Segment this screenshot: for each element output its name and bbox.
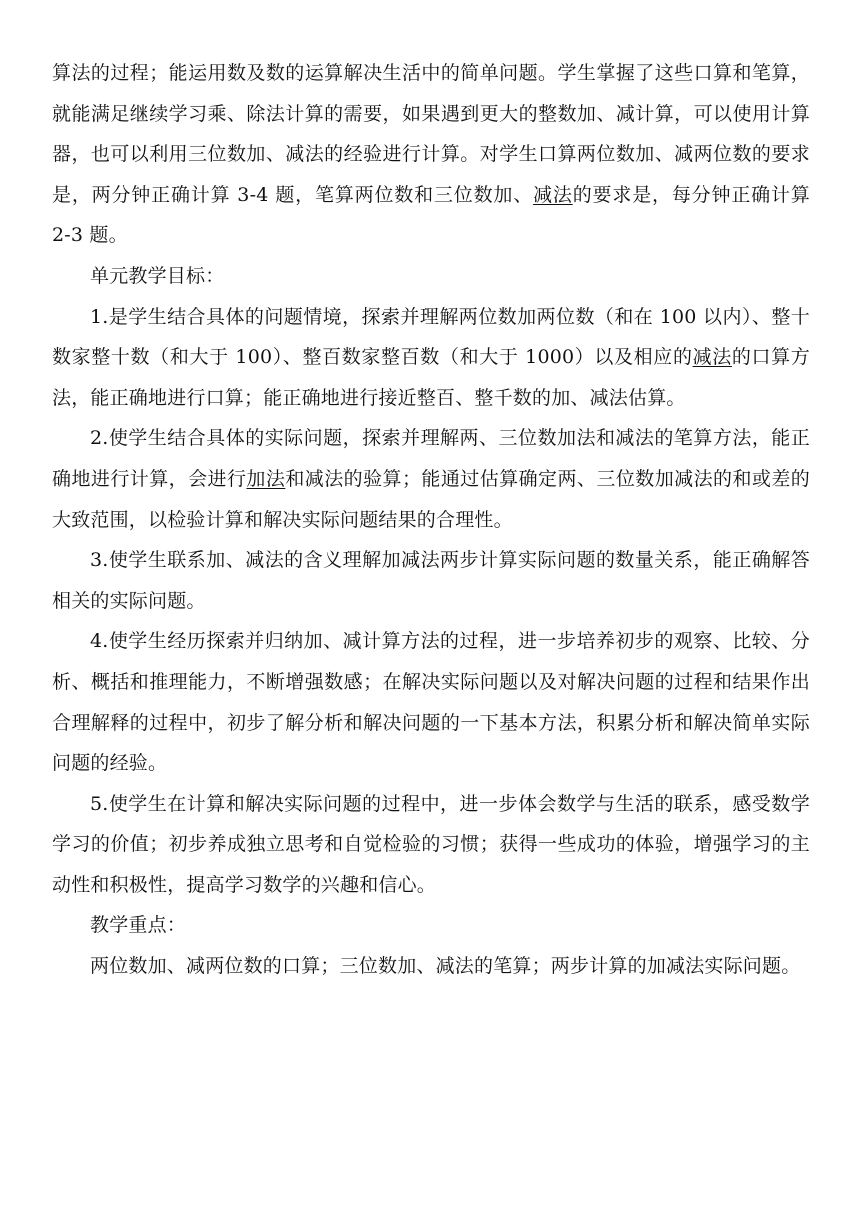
objective-3: 3.使学生联系加、减法的含义理解加减法两步计算实际问题的数量关系，能正确解答相关的实际问题。 bbox=[52, 549, 810, 612]
objective-2-text-2: 和减法的验算；能通过估算确定两、三位数加减法的和或差的大致范围，以检验计算和解决实际问题结果的合理性。 bbox=[52, 467, 810, 531]
objective-4: 4.使学生经历探索并归纳加、减计算方法的过程，进一步培养初步的观察、比较、分析、概括和推理能力，不断增强数感；在解决实际问题以及对解决问题的过程和结果作出合理解释的过程中，初步了解分析和解决问题的一下基本方法，积累分析和解决简单实际问题的经验。 bbox=[52, 630, 810, 775]
objective-1-text-2: 的口算方法，能正确地进行口算；能正确地进行接近整百、整千数的加、减法估算。 bbox=[52, 346, 810, 409]
objective-2 bbox=[52, 418, 810, 540]
objective-2-link-addition[interactable]: 加法 bbox=[246, 467, 286, 490]
objective-2-text-1: 2.使学生结合具体的实际问题，探索并理解两、三位数加法和减法的笔算方法，能正确地进行计算，会进行 bbox=[52, 427, 810, 490]
intro-paragraph bbox=[52, 53, 810, 256]
objective-1 bbox=[52, 297, 810, 419]
objective-1-link-subtraction[interactable]: 减法 bbox=[692, 346, 732, 369]
intro-link-subtraction[interactable]: 减法 bbox=[533, 183, 573, 206]
intro-text-2: 的要求是，每分钟正确计算 2-3 题。 bbox=[52, 183, 811, 247]
intro-text-1: 算法的过程；能运用数及数的运算解决生活中的简单问题。学生掌握了这些口算和笔算，就能满足继续学习乘、除法计算的需要，如果遇到更大的整数加、减计算，可以使用计算器，也可以利用三位数加、减法的经验进行计算。对学生口算两位数加、减两位数的要求是，两分钟正确计算 3-4 题，笔算两位数和三位数加、 bbox=[52, 62, 810, 206]
objective-1-text-1: 1.是学生结合具体的问题情境，探索并理解两位数加两位数（和在 100 以内）、整十数家整十数（和大于 100）、整百数家整百数（和大于 1000）以及相应的 bbox=[52, 305, 810, 369]
key-points-heading: 教学重点： bbox=[90, 914, 187, 937]
key-points-text: 两位数加、减两位数的口算；三位数加、减法的笔算；两步计算的加减法实际问题。 bbox=[90, 955, 801, 978]
objectives-heading: 单元教学目标： bbox=[90, 264, 225, 287]
document-page bbox=[52, 53, 810, 987]
objective-5: 5.使学生在计算和解决实际问题的过程中，进一步体会数学与生活的联系，感受数学学习的价值；初步养成独立思考和自觉检验的习惯；获得一些成功的体验，增强学习的主动性和积极性，提高学习数学的兴趣和信心。 bbox=[52, 792, 810, 896]
